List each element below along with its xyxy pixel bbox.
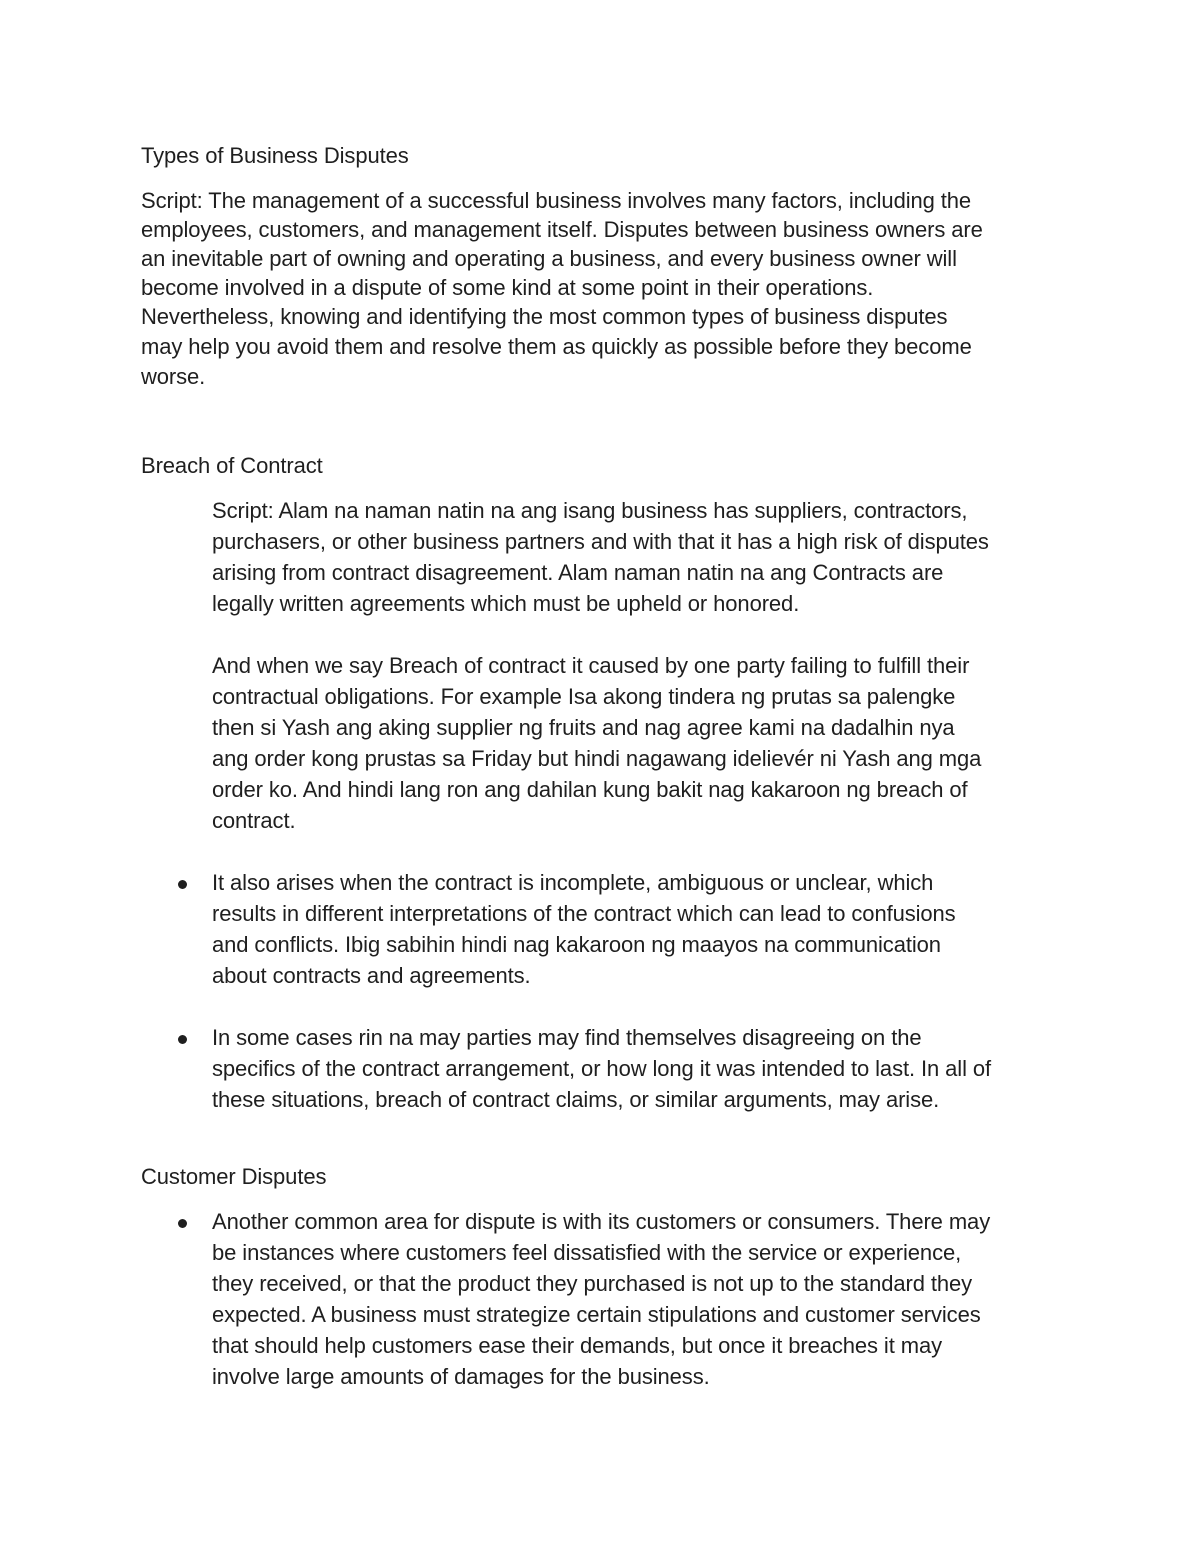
customer-bullet-line: expected. A business must strategize certain stipulations and customer services — [212, 1302, 981, 1327]
breach-script-line: Script: Alam na naman natin na ang isang business has suppliers, contractors, — [212, 498, 968, 523]
breach-example-line: contract. — [212, 808, 296, 833]
intro-line: an inevitable part of owning and operating a business, and every business owner will — [141, 246, 957, 271]
bullet-dot-icon — [178, 880, 187, 889]
breach-example-line: then si Yash ang aking supplier ng fruits and nag agree kami na dadalhin nya — [212, 715, 955, 740]
breach-bullet2-line: specifics of the contract arrangement, or how long it was intended to last. In all of — [212, 1056, 992, 1081]
customer-heading: Customer Disputes — [141, 1164, 327, 1189]
document-title: Types of Business Disputes — [141, 143, 409, 168]
breach-script-line: legally written agreements which must be upheld or honored. — [212, 591, 800, 616]
intro-line: may help you avoid them and resolve them as quickly as possible before they become — [141, 334, 972, 359]
intro-line: Script: The management of a successful business involves many factors, including the — [141, 188, 972, 213]
intro-line: worse. — [141, 364, 206, 389]
intro-line: employees, customers, and management itself. Disputes between business owners are — [141, 217, 983, 242]
breach-bullet1-line: and conflicts. Ibig sabihin hindi nag kakaroon ng maayos na communication — [212, 932, 941, 957]
breach-bullet2-line: In some cases rin na may parties may find themselves disagreeing on the — [212, 1025, 922, 1050]
breach-bullet2-line: these situations, breach of contract claims, or similar arguments, may arise. — [212, 1087, 940, 1112]
breach-bullet1-line: It also arises when the contract is incomplete, ambiguous or unclear, which — [212, 870, 934, 895]
customer-bullet-line: that should help customers ease their demands, but once it breaches it may — [212, 1333, 943, 1358]
customer-bullet-line: Another common area for dispute is with its customers or consumers. There may — [212, 1209, 991, 1234]
breach-example-line: ang order kong prustas sa Friday but hindi nagawang idelievér ni Yash ang mga — [212, 746, 982, 771]
breach-example-line: contractual obligations. For example Isa akong tindera ng prutas sa palengke — [212, 684, 956, 709]
breach-heading: Breach of Contract — [141, 453, 323, 478]
breach-script-line: arising from contract disagreement. Alam naman natin na ang Contracts are — [212, 560, 944, 585]
bullet-dot-icon — [178, 1219, 187, 1228]
breach-bullet1-line: about contracts and agreements. — [212, 963, 531, 988]
customer-bullet-line: involve large amounts of damages for the business. — [212, 1364, 710, 1389]
intro-line: become involved in a dispute of some kind at some point in their operations. — [141, 275, 874, 300]
intro-line: Nevertheless, knowing and identifying the most common types of business disputes — [141, 304, 948, 329]
breach-example-line: order ko. And hindi lang ron ang dahilan kung bakit nag kakaroon ng breach of — [212, 777, 968, 802]
breach-script-line: purchasers, or other business partners and with that it has a high risk of disputes — [212, 529, 989, 554]
breach-example-line: And when we say Breach of contract it caused by one party failing to fulfill their — [212, 653, 970, 678]
customer-bullet-line: be instances where customers feel dissatisfied with the service or experience, — [212, 1240, 962, 1265]
breach-bullet1-line: results in different interpretations of the contract which can lead to confusions — [212, 901, 956, 926]
bullet-dot-icon — [178, 1035, 187, 1044]
customer-bullet-line: they received, or that the product they purchased is not up to the standard they — [212, 1271, 973, 1296]
